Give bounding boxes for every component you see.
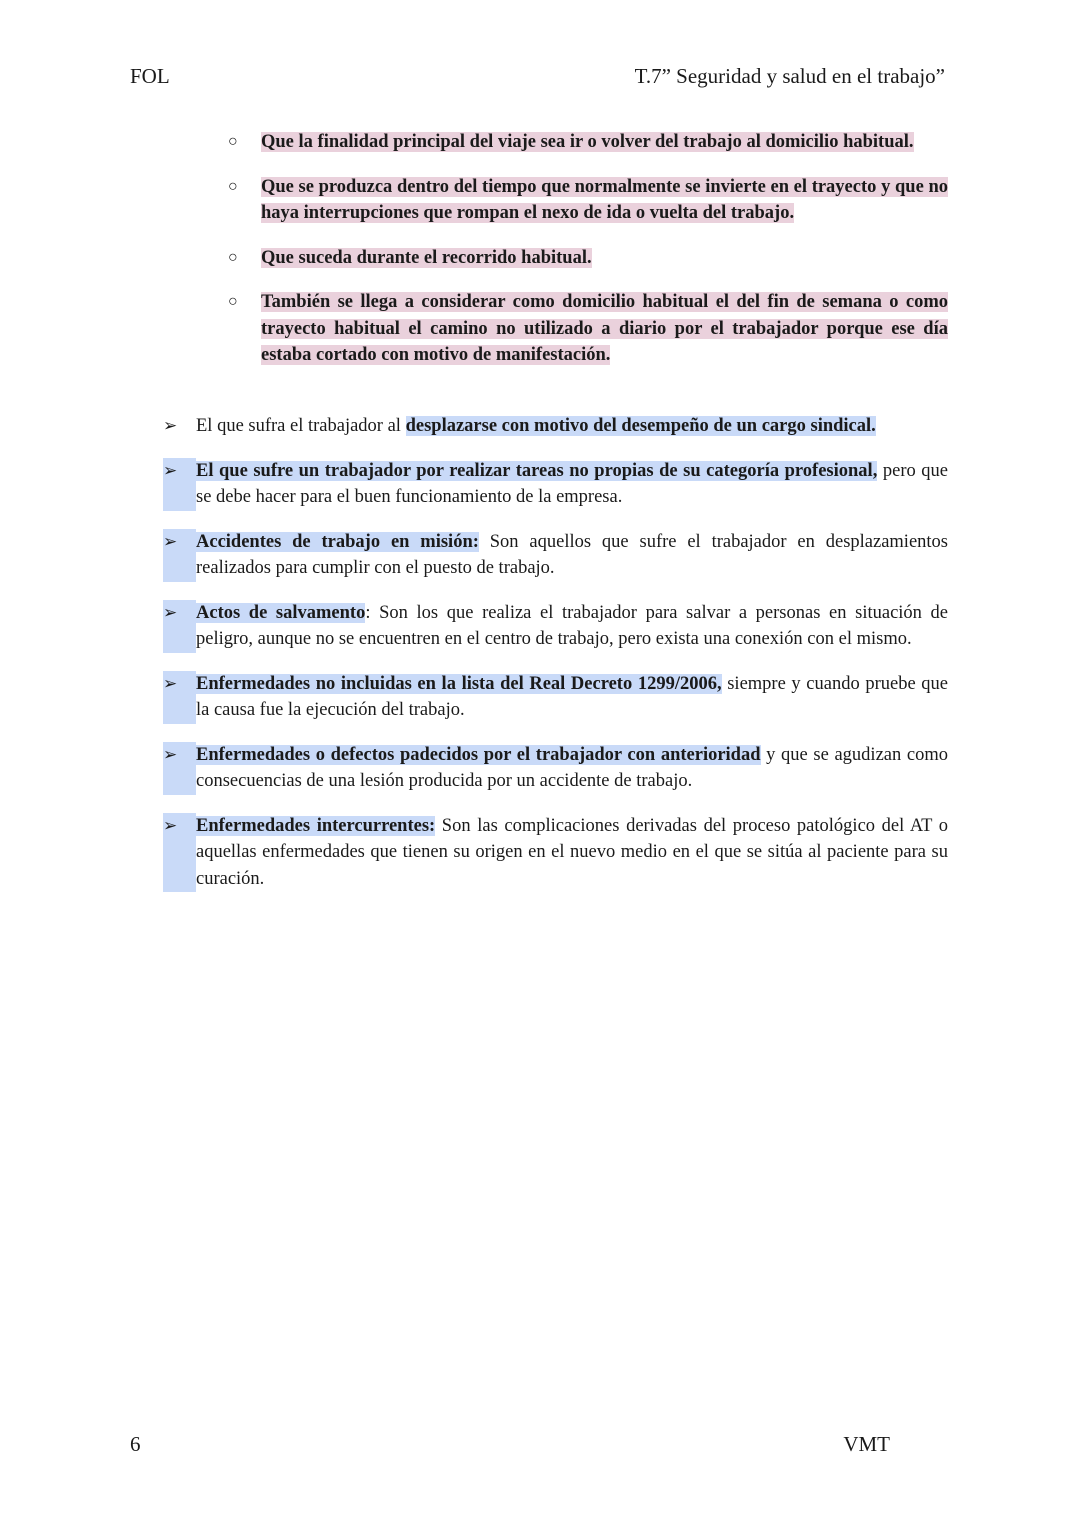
item-highlighted-text: desplazarse con motivo del desempeño de un cargo sindical.	[405, 416, 876, 436]
list-item	[163, 600, 948, 653]
page-number: 6	[130, 1432, 141, 1456]
list-item	[228, 245, 948, 272]
arrowhead-bullet-icon: ➢	[163, 458, 196, 511]
arrowhead-bullet-icon: ➢	[163, 416, 178, 435]
item-trailing-text: siempre y cuando pruebe que la causa fue la ejecución del trabajo.	[196, 673, 949, 720]
circle-bullet-icon: ○	[228, 293, 238, 310]
item-highlighted-text: Enfermedades o defectos padecidos por el trabajador con anterioridad	[196, 744, 761, 765]
sub-item-text: También se llega a considerar como domicilio habitual el del fin de semana o como trayecto habitual el camino no utilizado a diario por el trabajador porque ese día estaba cortado con motivo de manifestación.	[261, 292, 948, 365]
circle-bullet-icon: ○	[228, 248, 238, 266]
item-lead-text: El que sufra el trabajador al	[196, 416, 406, 436]
item-trailing-text: pero que se debe hacer para el buen funcionamiento de la empresa.	[196, 460, 948, 507]
sub-item-text: Que suceda durante el recorrido habitual.	[261, 247, 592, 268]
item-trailing-text: : Son los que realiza el trabajador para salvar a personas en situación de peligro, aunque no se encuentren en el centro de trabajo, pero exista una conexión con el mismo.	[196, 602, 949, 649]
main-bullet-list	[163, 413, 948, 910]
circle-bullet-icon: ○	[228, 177, 238, 195]
item-trailing-text: Son aquellos que sufre el trabajador en desplazamientos realizados para cumplir con el puesto de trabajo.	[196, 531, 948, 578]
list-item	[163, 813, 948, 893]
item-trailing-text: Son las complicaciones derivadas del proceso patológico del AT o aquellas enfermedades que tienen su origen en el nuevo medio en el que se sitúa al paciente para su curación.	[196, 815, 948, 889]
header-subject: FOL	[130, 64, 170, 88]
sub-item-text: Que se produzca dentro del tiempo que normalmente se invierte en el trayecto y que no haya interrupciones que rompan el nexo de ida o vuelta del trabajo.	[261, 176, 948, 223]
list-item	[163, 458, 948, 511]
circle-bullet-icon: ○	[228, 133, 238, 150]
header-topic-title: T.7” Seguridad y salud en el trabajo”	[634, 64, 945, 88]
list-item	[228, 129, 948, 156]
list-item	[163, 671, 948, 724]
arrowhead-bullet-icon: ➢	[163, 813, 196, 893]
arrowhead-bullet-icon: ➢	[163, 742, 196, 795]
list-item	[228, 174, 948, 227]
list-item	[228, 289, 948, 369]
sub-item-text: Que la finalidad principal del viaje sea ir o volver del trabajo al domicilio habitual.	[261, 132, 914, 152]
item-highlighted-text: Enfermedades no incluidas en la lista del Real Decreto 1299/2006,	[196, 673, 722, 694]
sub-bullet-list	[228, 129, 948, 387]
list-item	[163, 742, 948, 795]
item-highlighted-text: El que sufre un trabajador por realizar tareas no propias de su categoría profesional,	[196, 460, 878, 481]
list-item	[163, 529, 948, 582]
item-trailing-text: y que se agudizan como consecuencias de una lesión producida por un accidente de trabajo.	[196, 744, 948, 791]
arrowhead-bullet-icon: ➢	[163, 671, 196, 724]
arrowhead-bullet-icon: ➢	[163, 529, 196, 582]
item-highlighted-text: Actos de salvamento	[196, 602, 366, 623]
list-item	[163, 413, 948, 440]
item-highlighted-text: Enfermedades intercurrentes:	[196, 815, 436, 836]
footer-author: VMT	[843, 1432, 890, 1456]
item-highlighted-text: Accidentes de trabajo en misión:	[196, 531, 479, 552]
arrowhead-bullet-icon: ➢	[163, 600, 196, 653]
